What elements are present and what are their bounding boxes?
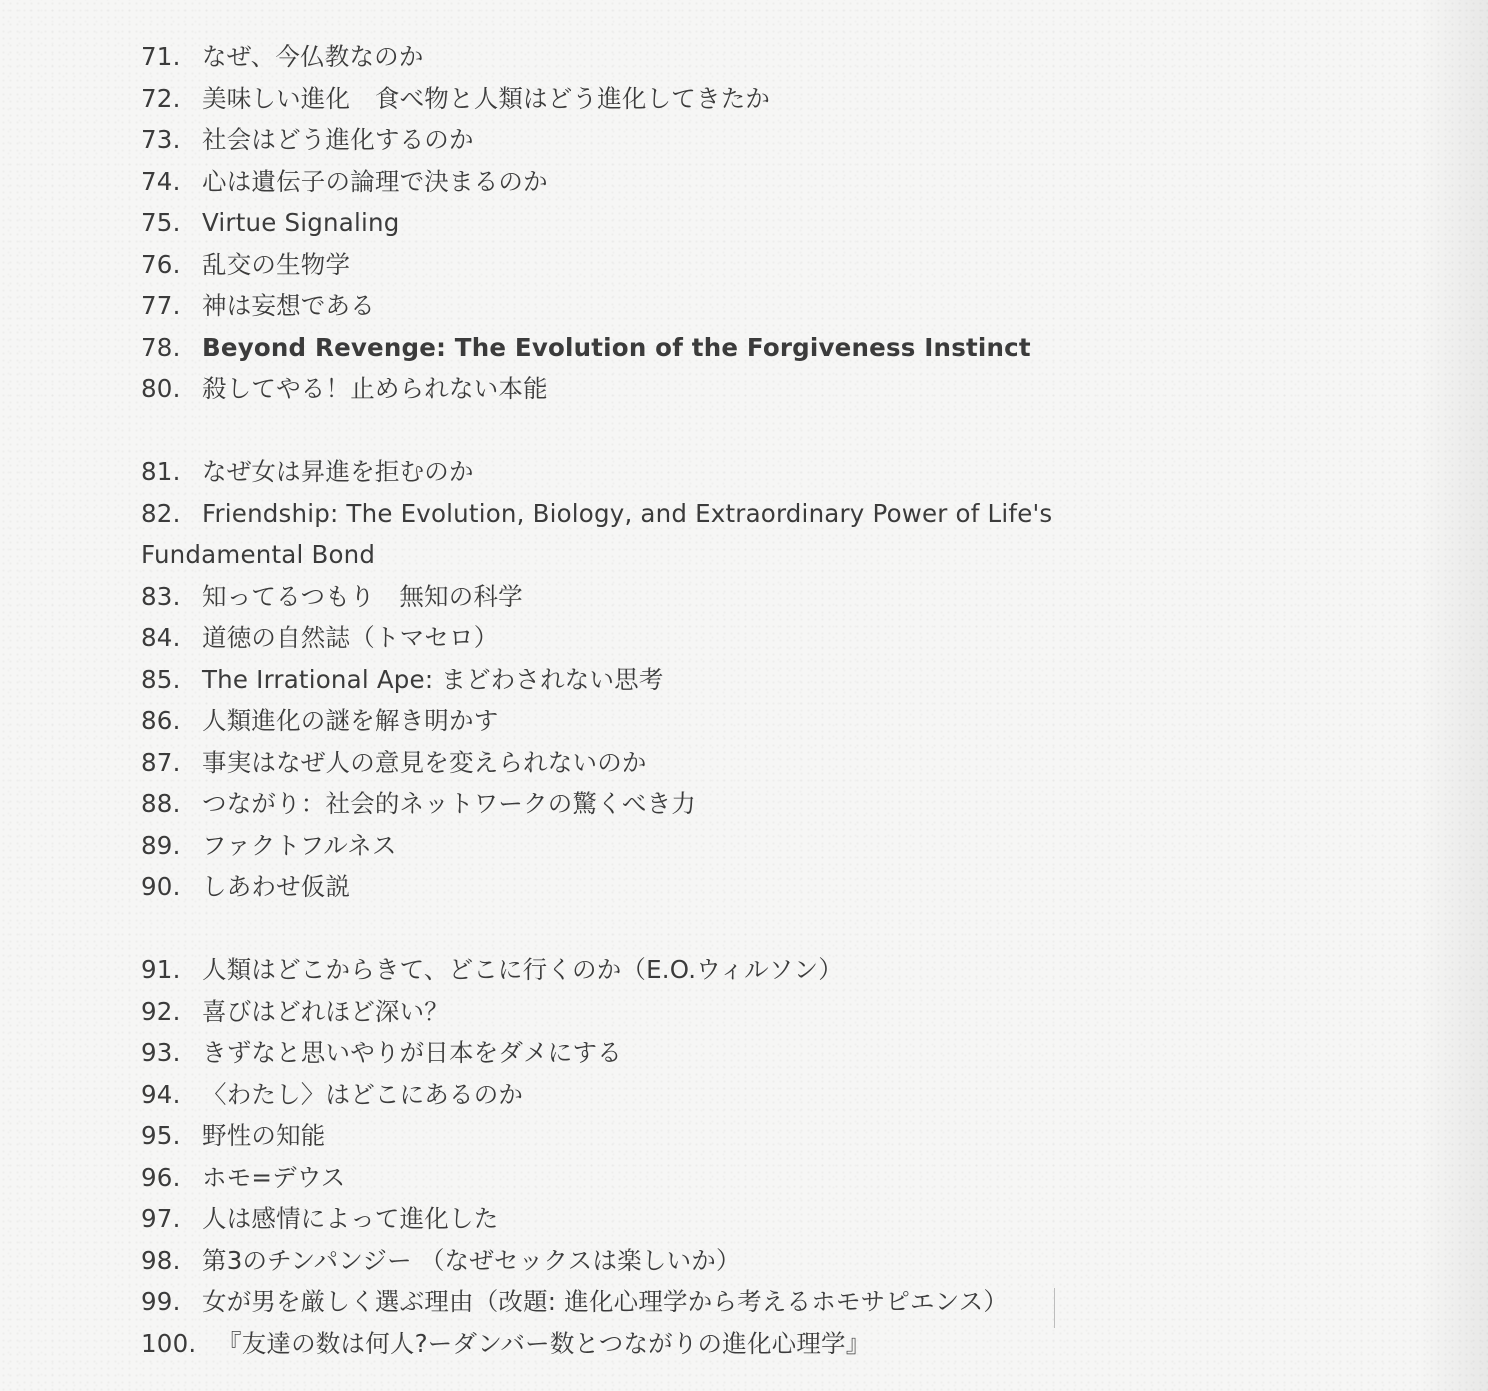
item-title: 殺してやる！止められない本能 <box>202 374 548 403</box>
item-number: 92. <box>141 996 181 1026</box>
list-item <box>141 1115 1151 1157</box>
item-title: 〈わたし〉はどこにあるのか <box>202 1079 524 1109</box>
item-number: 98. <box>141 1245 181 1275</box>
item-number: 94. <box>141 1079 181 1109</box>
item-number: 97. <box>141 1204 181 1233</box>
list-item <box>141 700 1151 742</box>
item-title: きずなと思いやりが日本をダメにする <box>202 1038 622 1067</box>
item-number: 86. <box>141 706 181 735</box>
list-item <box>141 368 1151 410</box>
list-item <box>141 617 1151 659</box>
page-edge-shadow <box>1418 0 1488 1391</box>
item-title: 『友達の数は何人?ーダンバー数とつながりの進化心理学』 <box>217 1328 871 1358</box>
item-title: 道徳の自然誌（トマセロ） <box>202 623 499 652</box>
list-item <box>141 285 1151 327</box>
item-title: ファクトフルネス <box>202 830 397 860</box>
item-number: 100. <box>141 1328 197 1358</box>
item-number: 74. <box>141 166 181 196</box>
item-number: 78. <box>141 332 181 362</box>
list-item <box>141 1032 1151 1074</box>
item-title: 事実はなぜ人の意見を変えられないのか <box>202 747 647 777</box>
item-title: つながり：社会的ネットワークの驚くべき力 <box>202 789 696 818</box>
list-item <box>141 742 1151 784</box>
item-number: 82. <box>141 498 181 528</box>
item-number: 89. <box>141 830 181 860</box>
item-number: 76. <box>141 249 181 279</box>
item-number: 87. <box>141 747 181 777</box>
list-item <box>141 244 1151 286</box>
item-number: 72. <box>141 83 181 113</box>
item-title: 人類はどこからきて、どこに行くのか（E.O.ウィルソン） <box>202 955 843 984</box>
list-item <box>141 119 1151 161</box>
item-title: Beyond Revenge: The Evolution of the Forgiveness Instinct <box>202 332 1031 362</box>
item-number: 84. <box>141 623 181 652</box>
list-item <box>141 783 1151 825</box>
item-number: 93. <box>141 1038 181 1067</box>
list-item <box>141 78 1151 120</box>
list-item <box>141 576 1151 618</box>
list-item <box>141 991 1151 1033</box>
list-item <box>141 1198 1151 1240</box>
list-item <box>141 493 1151 535</box>
list-item <box>141 1240 1151 1282</box>
item-number: 96. <box>141 1162 181 1192</box>
item-number: 81. <box>141 457 181 486</box>
item-title: 心は遺伝子の論理で決まるのか <box>202 166 548 196</box>
item-title: The Irrational Ape: まどわされない思考 <box>202 664 664 694</box>
list-item <box>141 659 1151 701</box>
item-title: 美味しい進化 食べ物と人類はどう進化してきたか <box>202 83 771 113</box>
item-number: 73. <box>141 125 181 154</box>
item-title: 人は感情によって進化した <box>202 1204 499 1233</box>
list-item <box>141 202 1151 244</box>
item-title: 人類進化の謎を解き明かす <box>202 706 499 735</box>
item-title: 神は妄想である <box>202 291 375 320</box>
item-title: 社会はどう進化するのか <box>202 125 474 154</box>
list-item <box>141 1157 1151 1199</box>
list-item <box>141 451 1151 493</box>
item-title: しあわせ仮説 <box>202 872 351 901</box>
item-title: Friendship: The Evolution, Biology, and Extraordinary Power of Life's <box>202 498 1053 528</box>
item-title: なぜ女は昇進を拒むのか <box>202 457 474 486</box>
item-number: 77. <box>141 291 181 320</box>
item-title: 第3のチンパンジー （なぜセックスは楽しいか） <box>202 1245 741 1275</box>
list-item <box>141 866 1151 908</box>
text-cursor <box>1054 1288 1055 1328</box>
item-title: 喜びはどれほど深い？ <box>202 996 449 1026</box>
blank-line <box>141 410 1151 452</box>
item-title: 乱交の生物学 <box>202 249 351 279</box>
list-item <box>141 1323 1151 1365</box>
item-number: 99. <box>141 1287 181 1316</box>
item-title-continuation: Fundamental Bond <box>141 540 376 569</box>
item-title: ホモ=デウス <box>202 1162 346 1192</box>
item-title: なぜ、今仏教なのか <box>202 42 424 71</box>
item-number: 71. <box>141 42 181 71</box>
item-title: 野性の知能 <box>202 1121 326 1150</box>
list-item <box>141 1281 1151 1323</box>
list-item <box>141 36 1151 78</box>
item-number: 75. <box>141 208 181 237</box>
item-number: 90. <box>141 872 181 901</box>
list-item <box>141 161 1151 203</box>
list-item <box>141 949 1151 991</box>
item-number: 85. <box>141 664 181 694</box>
item-title: 女が男を厳しく選ぶ理由（改題: 進化心理学から考えるホモサピエンス） <box>202 1287 1009 1316</box>
list-item <box>141 1074 1151 1116</box>
list-item-continuation <box>141 534 1151 576</box>
list-item <box>141 825 1151 867</box>
item-number: 95. <box>141 1121 181 1150</box>
note-body[interactable] <box>141 36 1151 1364</box>
item-title: Virtue Signaling <box>202 208 400 237</box>
list-item <box>141 327 1151 369</box>
item-number: 80. <box>141 374 181 403</box>
blank-line <box>141 908 1151 950</box>
item-number: 83. <box>141 581 181 611</box>
item-number: 91. <box>141 955 181 984</box>
item-title: 知ってるつもり 無知の科学 <box>202 581 523 611</box>
item-number: 88. <box>141 789 181 818</box>
